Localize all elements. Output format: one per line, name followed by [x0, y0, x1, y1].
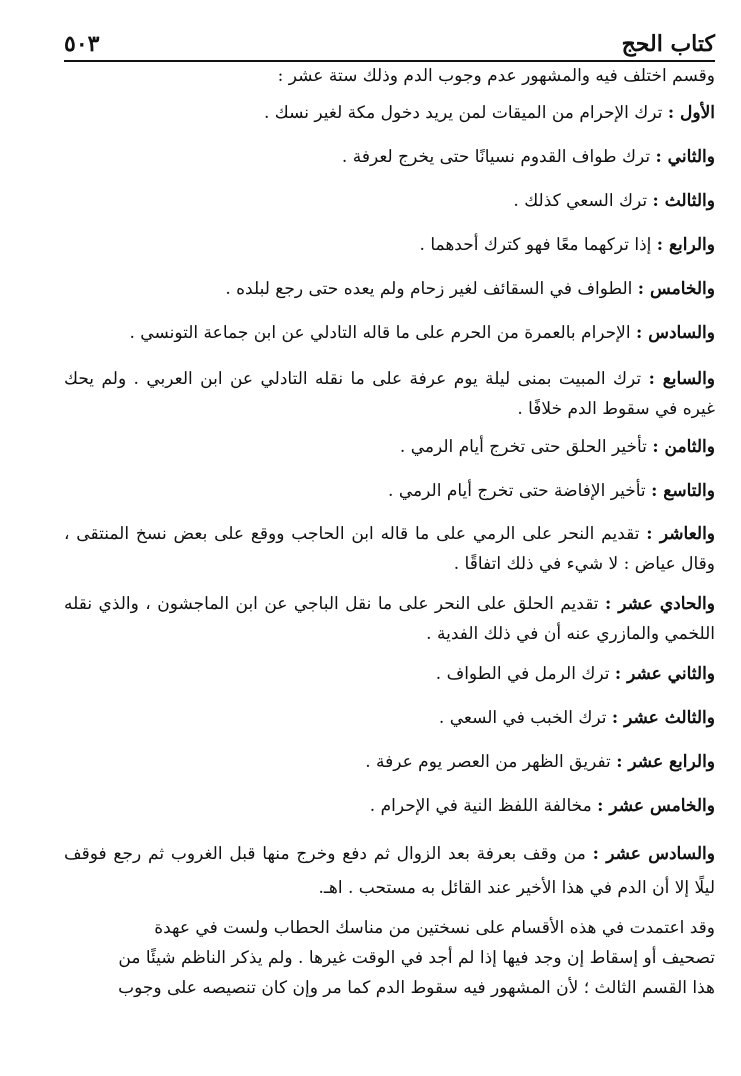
- page-header: [64, 24, 715, 62]
- paragraph-closing: [64, 913, 715, 1003]
- paragraph-item-8: والثامن : تأخير الحلق حتى تخرج أيام الرمي .: [399, 437, 715, 457]
- book-title: كتاب الحج: [621, 31, 715, 57]
- paragraph-item-4: والرابع : إذا تركهما معًا فهو كترك أحدهما .: [419, 235, 715, 255]
- paragraph-item-12: والثاني عشر : ترك الرمل في الطواف .: [435, 664, 715, 684]
- paragraph-item-9: والتاسع : تأخير الإفاضة حتى تخرج أيام الرمي .: [388, 481, 715, 501]
- paragraph-item-6: والسادس : الإحرام بالعمرة من الحرم على ما قاله التادلي عن ابن جماعة التونسي .: [129, 323, 715, 343]
- paragraph-item-3: والثالث : ترك السعي كذلك .: [513, 191, 715, 211]
- paragraph-item-14: والرابع عشر : تفريق الظهر من العصر يوم عرفة .: [365, 752, 715, 772]
- paragraph-item-11: والحادي عشر : تقديم الحلق على النحر على ما نقل الباجي عن ابن الماجشون ، والذي نقله اللخمي والمازري عنه أن في ذلك الفدية .: [64, 594, 715, 644]
- paragraph-item-13: والثالث عشر : ترك الخبب في السعي .: [438, 708, 715, 728]
- closing-line-1: وقد اعتمدت في هذه الأقسام على نسختين من مناسك الحطاب ولست في عهدة: [154, 918, 715, 938]
- paragraph-item-7: والسابع : ترك المبيت بمنى ليلة يوم عرفة على ما نقله التادلي عن ابن العربي . ولم يحك غيره في سقوط الدم خلافًا .: [64, 369, 716, 419]
- closing-line-3: هذا القسم الثالث ؛ لأن المشهور فيه سقوط الدم كما مر وإن كان تنصيصه على وجوب: [118, 978, 715, 998]
- paragraph-item-5: والخامس : الطواف في السقائف لغير زحام ولم يعده حتى رجع لبلده .: [225, 279, 715, 299]
- body-text: [64, 63, 715, 1003]
- paragraph-item-15: والخامس عشر : مخالفة اللفظ النية في الإحرام .: [369, 796, 715, 816]
- paragraph-item-16: والسادس عشر : من وقف بعرفة بعد الزوال ثم دفع وخرج منها قبل الغروب ثم رجع فوقف ليلًا إلا أن الدم في هذا الأخير عند القائل به مستحب . اهـ.: [64, 844, 715, 898]
- paragraph-item-10: والعاشر : تقديم النحر على الرمي على ما قاله ابن الحاجب ووقع على بعض نسخ المنتقى ، وقال عياض : لا شيء في ذلك اتفاقًا .: [64, 524, 716, 574]
- closing-line-2: تصحيف أو إسقاط إن وجد فيها إذا لم أجد في الوقت غيرها . ولم يذكر الناظم شيئًا من: [118, 948, 715, 968]
- paragraph-item-1: الأول : ترك الإحرام من الميقات لمن يريد دخول مكة لغير نسك .: [263, 103, 715, 123]
- page-number: ٥٠٣: [64, 31, 100, 57]
- paragraph-intro: وقسم اختلف فيه والمشهور عدم وجوب الدم وذلك ستة عشر :: [277, 66, 715, 86]
- paragraph-item-2: والثاني : ترك طواف القدوم نسيانًا حتى يخرج لعرفة .: [341, 147, 715, 167]
